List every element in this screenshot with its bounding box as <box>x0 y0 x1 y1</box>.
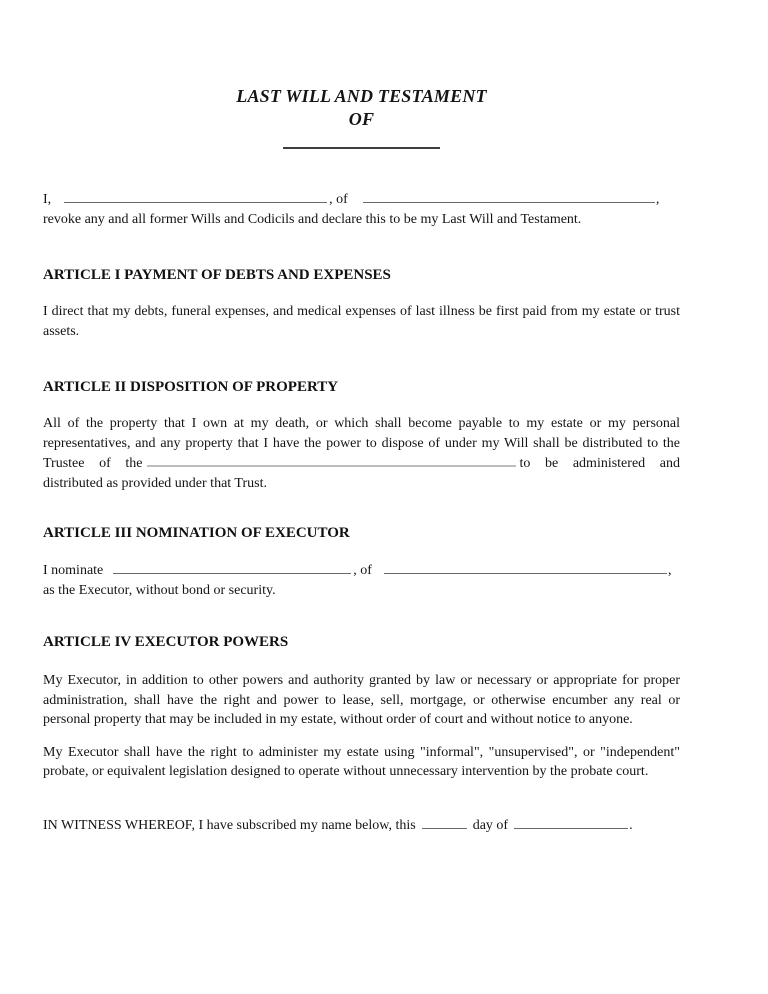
blank-day-number <box>422 815 467 829</box>
witness-clause-line <box>43 815 680 836</box>
blank-testator-residence <box>363 189 655 203</box>
document-content <box>43 0 680 835</box>
article3-nomination-line2: as the Executor, without bond or security. <box>43 582 276 598</box>
article3-trailing-comma: , <box>667 563 672 578</box>
opening-trailing-comma: , <box>655 192 660 207</box>
title-block <box>43 0 680 149</box>
witness-period: . <box>629 817 633 833</box>
opening-i-label: I, <box>43 192 52 207</box>
blank-trust-name <box>147 453 516 467</box>
article1-body: I direct that my debts, funeral expenses, and medical expenses of last illness be first paid from my estate or trust assets. <box>43 304 680 339</box>
article1-heading: ARTICLE I PAYMENT OF DEBTS AND EXPENSES <box>43 267 391 283</box>
article2-body <box>43 414 680 493</box>
blank-executor-name <box>113 560 351 574</box>
opening-declaration-line2: revoke any and all former Wills and Codicils and declare this to be my Last Will and Testament. <box>43 211 582 227</box>
blank-month-year <box>514 815 628 829</box>
article2-body-pre: All of the property that I own at my death, or which shall become payable to my estate or my personal representatives, and any property that I have the power to dispose of under my Will shall be distributed to the Trustee of the <box>43 416 680 471</box>
witness-day-of-label: day of <box>472 817 509 833</box>
opening-declaration-line1 <box>43 189 680 210</box>
blank-testator-name <box>64 189 327 203</box>
article3-comma-of-label: , of <box>353 563 372 578</box>
article4-para1: My Executor, in addition to other powers and authority granted by law or necessary or appropriate for proper administration, shall have the right and power to lease, sell, mortgage, or otherwise encumber any real or personal property that may be included in my estate, without order of court and without notice to anyone. <box>43 673 680 727</box>
document-title: LAST WILL AND TESTAMENT <box>236 86 487 106</box>
article2-heading: ARTICLE II DISPOSITION OF PROPERTY <box>43 379 339 395</box>
title-name-blank-line <box>283 147 440 149</box>
article3-nominate-label: I nominate <box>43 563 104 578</box>
article3-heading: ARTICLE III NOMINATION OF EXECUTOR <box>43 525 350 541</box>
document-title-of: OF <box>348 109 375 129</box>
witness-pre-label: IN WITNESS WHEREOF, I have subscribed my name below, this <box>43 817 416 833</box>
opening-comma-of-label: , of <box>329 192 348 207</box>
blank-executor-residence <box>384 560 667 574</box>
article4-para2: My Executor shall have the right to administer my estate using "informal", "unsupervised", or "independent" probate, or equivalent legislation designed to operate without unnecessary intervention by the probate court. <box>43 744 680 779</box>
article4-heading: ARTICLE IV EXECUTOR POWERS <box>43 634 289 650</box>
article3-nomination-line1 <box>43 560 680 581</box>
article2-body-post: to be administered and distributed as provided under that Trust. <box>43 456 680 491</box>
